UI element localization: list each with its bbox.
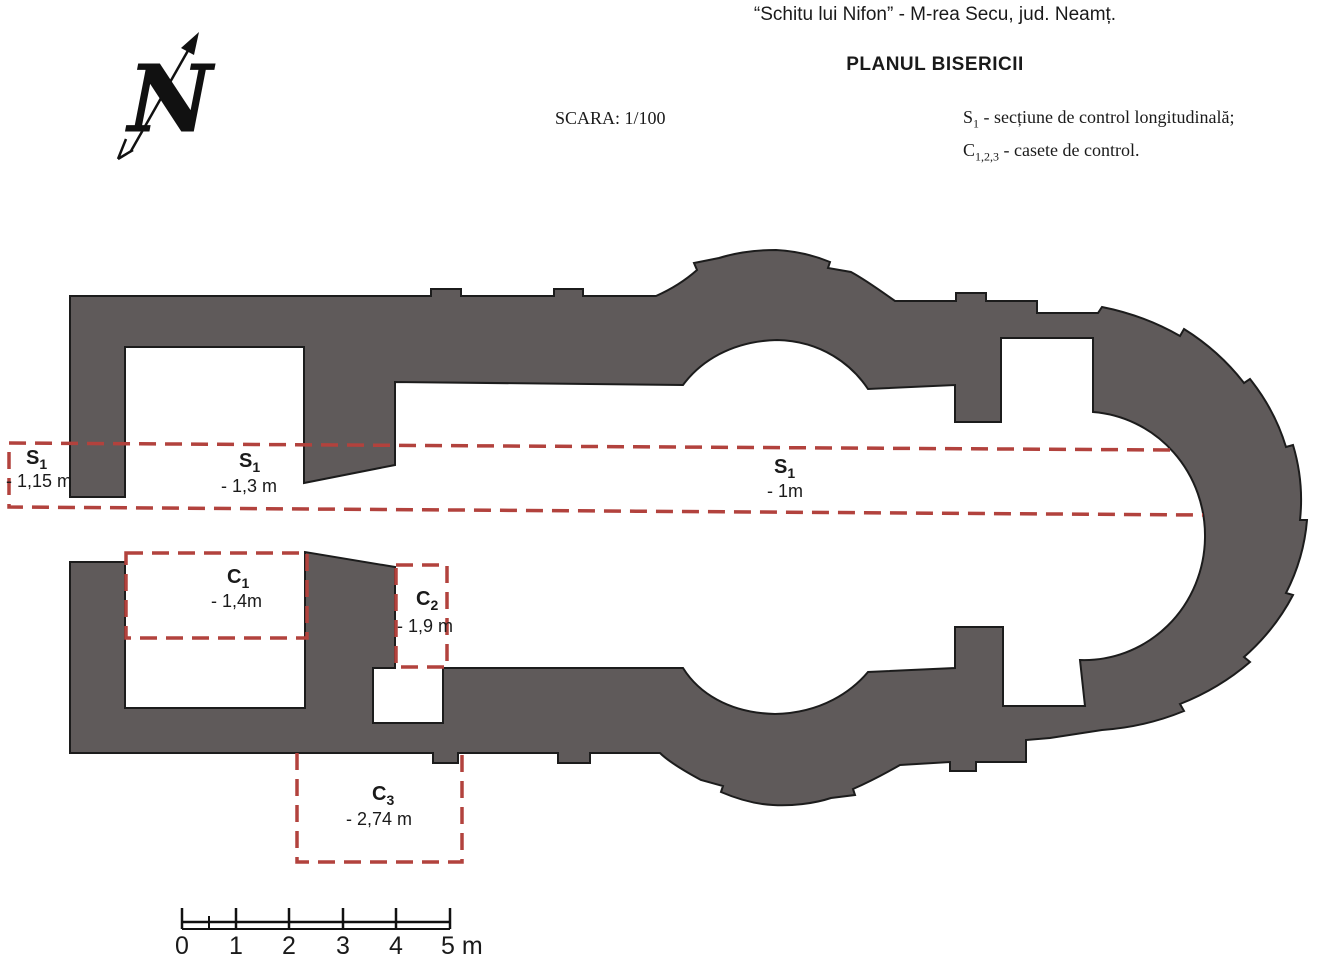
legend (963, 104, 1234, 169)
c1-value: - 1,4m (211, 591, 263, 611)
c3-label: $C_3$ (372, 783, 395, 808)
c2-label: $C_2$ (416, 588, 439, 613)
church-wall-shape (70, 250, 1307, 805)
scale-bar (182, 908, 450, 929)
s1-left-label: $S_1$ (26, 447, 48, 472)
scalebar-tick-3: 3 (336, 932, 350, 960)
scalebar-tick-5: 5 m (441, 932, 483, 960)
s1-mid-value: - 1,3 m (221, 476, 278, 496)
north-arrow (118, 32, 215, 159)
scalebar-tick-1: 1 (229, 932, 243, 960)
north-letter: N (128, 45, 213, 153)
scalebar-tick-4: 4 (389, 932, 403, 960)
s1-left-value: - 1,15 m (6, 471, 73, 491)
c2-value: - 1,9 m (397, 616, 454, 636)
c3-value: - 2,74 m (346, 809, 413, 829)
c1-label: $C_1$ (227, 566, 250, 591)
legend-line-s1: $S_1$ - secțiune de control longitudinală; (963, 107, 1235, 131)
legend-line-c: $C_{1,2,3}$ - casete de control. (963, 139, 1140, 164)
scalebar-tick-2: 2 (282, 932, 296, 960)
s1-right-label: $S_1$ (774, 456, 796, 481)
plan-title: PLANUL BISERICII (846, 54, 1024, 75)
page-title: “Schitu lui Nifon” - M-rea Secu, jud. Neamț. (753, 4, 1117, 25)
s1-right-value: - 1m (767, 481, 803, 501)
scalebar-tick-0: 0 (175, 932, 189, 960)
scale-label: SCARA: 1/100 (555, 108, 666, 128)
s1-section-outline (9, 443, 1203, 515)
s1-mid-label: $S_1$ (239, 450, 261, 475)
